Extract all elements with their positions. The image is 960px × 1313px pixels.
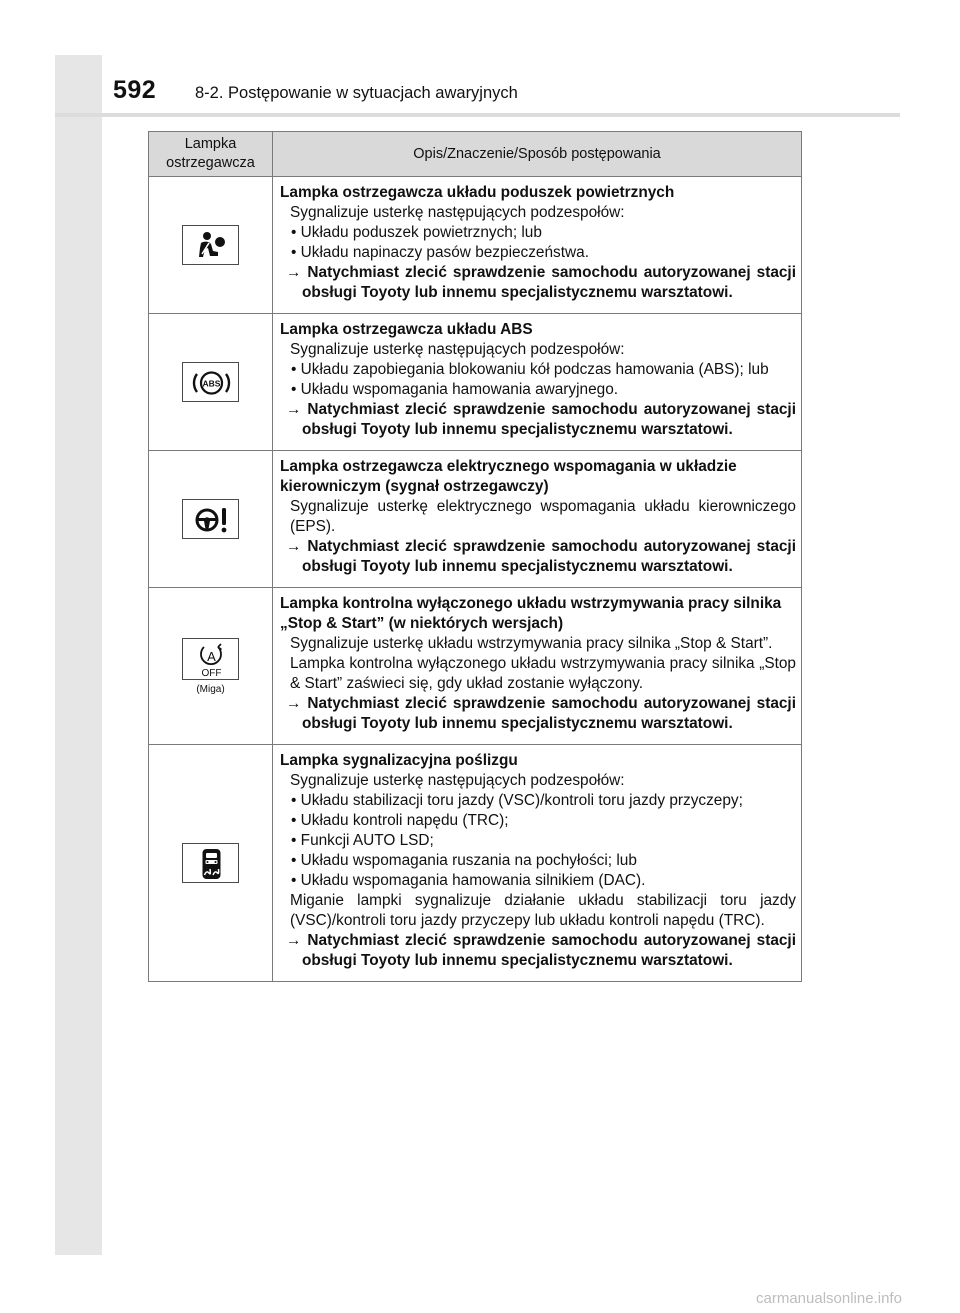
icon-cell xyxy=(149,177,273,314)
side-strip xyxy=(55,55,102,1255)
entry-text: Miganie lampki sygnalizuje działanie układu stabilizacji toru jazdy (VSC)/kontroli toru jazdy przyczepy lub układu kontroli napędu (TRC). xyxy=(290,892,796,929)
table-row xyxy=(149,588,802,745)
icon-caption: (Miga) xyxy=(196,683,225,695)
description-cell xyxy=(273,588,802,745)
arrow-glyph: → xyxy=(286,401,302,418)
page-number: 592 xyxy=(113,76,157,104)
abs-icon-label: ABS xyxy=(202,378,221,389)
bullet-item: • Układu poduszek powietrznych; lub xyxy=(291,224,542,241)
description-cell xyxy=(273,314,802,451)
entry-title: Lampka sygnalizacyjna poślizgu xyxy=(280,752,518,769)
table-header-row xyxy=(149,132,802,177)
section-title: 8-2. Postępowanie w sytuacjach awaryjnych xyxy=(195,84,518,102)
entry-title: Lampka ostrzegawcza układu ABS xyxy=(280,321,533,338)
bullet-item: • Układu wspomagania hamowania silnikiem (DAC). xyxy=(291,872,646,889)
entry-title: Lampka kontrolna wyłączonego układu wstrzymywania pracy silnika „Stop & Start” (w niektórych wersjach) xyxy=(280,595,782,632)
description-cell xyxy=(273,745,802,982)
bullet-item: • Układu wspomagania ruszania na pochyłości; lub xyxy=(291,852,637,869)
entry-text: Sygnalizuje usterkę następujących podzespołów: xyxy=(290,772,625,789)
arrow-glyph: → xyxy=(286,695,302,712)
col-header-lamp: Lampka ostrzegawcza xyxy=(149,132,273,177)
header-rule xyxy=(55,113,900,117)
action-text: Natychmiast zlecić sprawdzenie samochodu autoryzowanej stacji obsługi Toyoty lub innemu specjalistycznemu warsztatowi. xyxy=(302,264,796,301)
bullet-item: • Układu napinaczy pasów bezpieczeństwa. xyxy=(291,244,589,261)
entry-text: Sygnalizuje usterkę elektrycznego wspomagania układu kierowniczego (EPS). xyxy=(290,498,796,535)
col-header-description: Opis/Znaczenie/Sposób postępowania xyxy=(273,132,802,177)
action-item xyxy=(286,537,796,577)
bullet-item: • Funkcji AUTO LSD; xyxy=(291,832,434,849)
airbag-warning-icon xyxy=(182,225,239,265)
abs-warning-icon xyxy=(182,362,239,402)
description-cell xyxy=(273,451,802,588)
icon-cell xyxy=(149,451,273,588)
entry-text: Sygnalizuje usterkę następujących podzespołów: xyxy=(290,341,625,358)
table-row xyxy=(149,745,802,982)
warning-lights-table xyxy=(148,131,802,982)
table-row xyxy=(149,451,802,588)
arrow-glyph: → xyxy=(286,932,302,949)
action-text: Natychmiast zlecić sprawdzenie samochodu autoryzowanej stacji obsługi Toyoty lub innemu specjalistycznemu warsztatowi. xyxy=(302,401,796,438)
action-item xyxy=(286,400,796,440)
bullet-item: • Układu wspomagania hamowania awaryjnego. xyxy=(291,381,619,398)
icon-cell xyxy=(149,314,273,451)
table-row xyxy=(149,314,802,451)
off-label: OFF xyxy=(201,667,222,679)
entry-title: Lampka ostrzegawcza układu poduszek powietrznych xyxy=(280,184,675,201)
bullet-item: • Układu kontroli napędu (TRC); xyxy=(291,812,509,829)
arrow-glyph: → xyxy=(286,264,302,281)
eps-warning-icon xyxy=(182,499,239,539)
watermark: carmanualsonline.info xyxy=(756,1290,902,1307)
arrow-glyph: → xyxy=(286,538,302,555)
action-item xyxy=(286,931,796,971)
bullet-item: • Układu stabilizacji toru jazdy (VSC)/kontroli toru jazdy przyczepy; xyxy=(291,792,743,809)
description-cell xyxy=(273,177,802,314)
stop-start-off-icon xyxy=(182,638,239,680)
action-text: Natychmiast zlecić sprawdzenie samochodu autoryzowanej stacji obsługi Toyoty lub innemu specjalistycznemu warsztatowi. xyxy=(302,932,796,969)
action-item xyxy=(286,263,796,303)
entry-title: Lampka ostrzegawcza elektrycznego wspomagania w układzie kierowniczym (sygnał ostrzegawczy) xyxy=(280,458,737,495)
svg-text:A: A xyxy=(207,648,216,664)
bullet-item: • Układu zapobiegania blokowaniu kół podczas hamowania (ABS); lub xyxy=(291,361,769,378)
table-row xyxy=(149,177,802,314)
action-text: Natychmiast zlecić sprawdzenie samochodu autoryzowanej stacji obsługi Toyoty lub innemu specjalistycznemu warsztatowi. xyxy=(302,538,796,575)
entry-text: Sygnalizuje usterkę układu wstrzymywania pracy silnika „Stop & Start”. xyxy=(290,635,773,652)
icon-cell xyxy=(149,745,273,982)
entry-text: Sygnalizuje usterkę następujących podzespołów: xyxy=(290,204,625,221)
icon-cell xyxy=(149,588,273,745)
slip-indicator-icon xyxy=(182,843,239,883)
action-item xyxy=(286,694,796,734)
action-text: Natychmiast zlecić sprawdzenie samochodu autoryzowanej stacji obsługi Toyoty lub innemu specjalistycznemu warsztatowi. xyxy=(302,695,796,732)
entry-text: Lampka kontrolna wyłączonego układu wstrzymywania pracy silnika „Stop & Start” zaświeci się, gdy układ zostanie wyłączony. xyxy=(290,655,796,692)
